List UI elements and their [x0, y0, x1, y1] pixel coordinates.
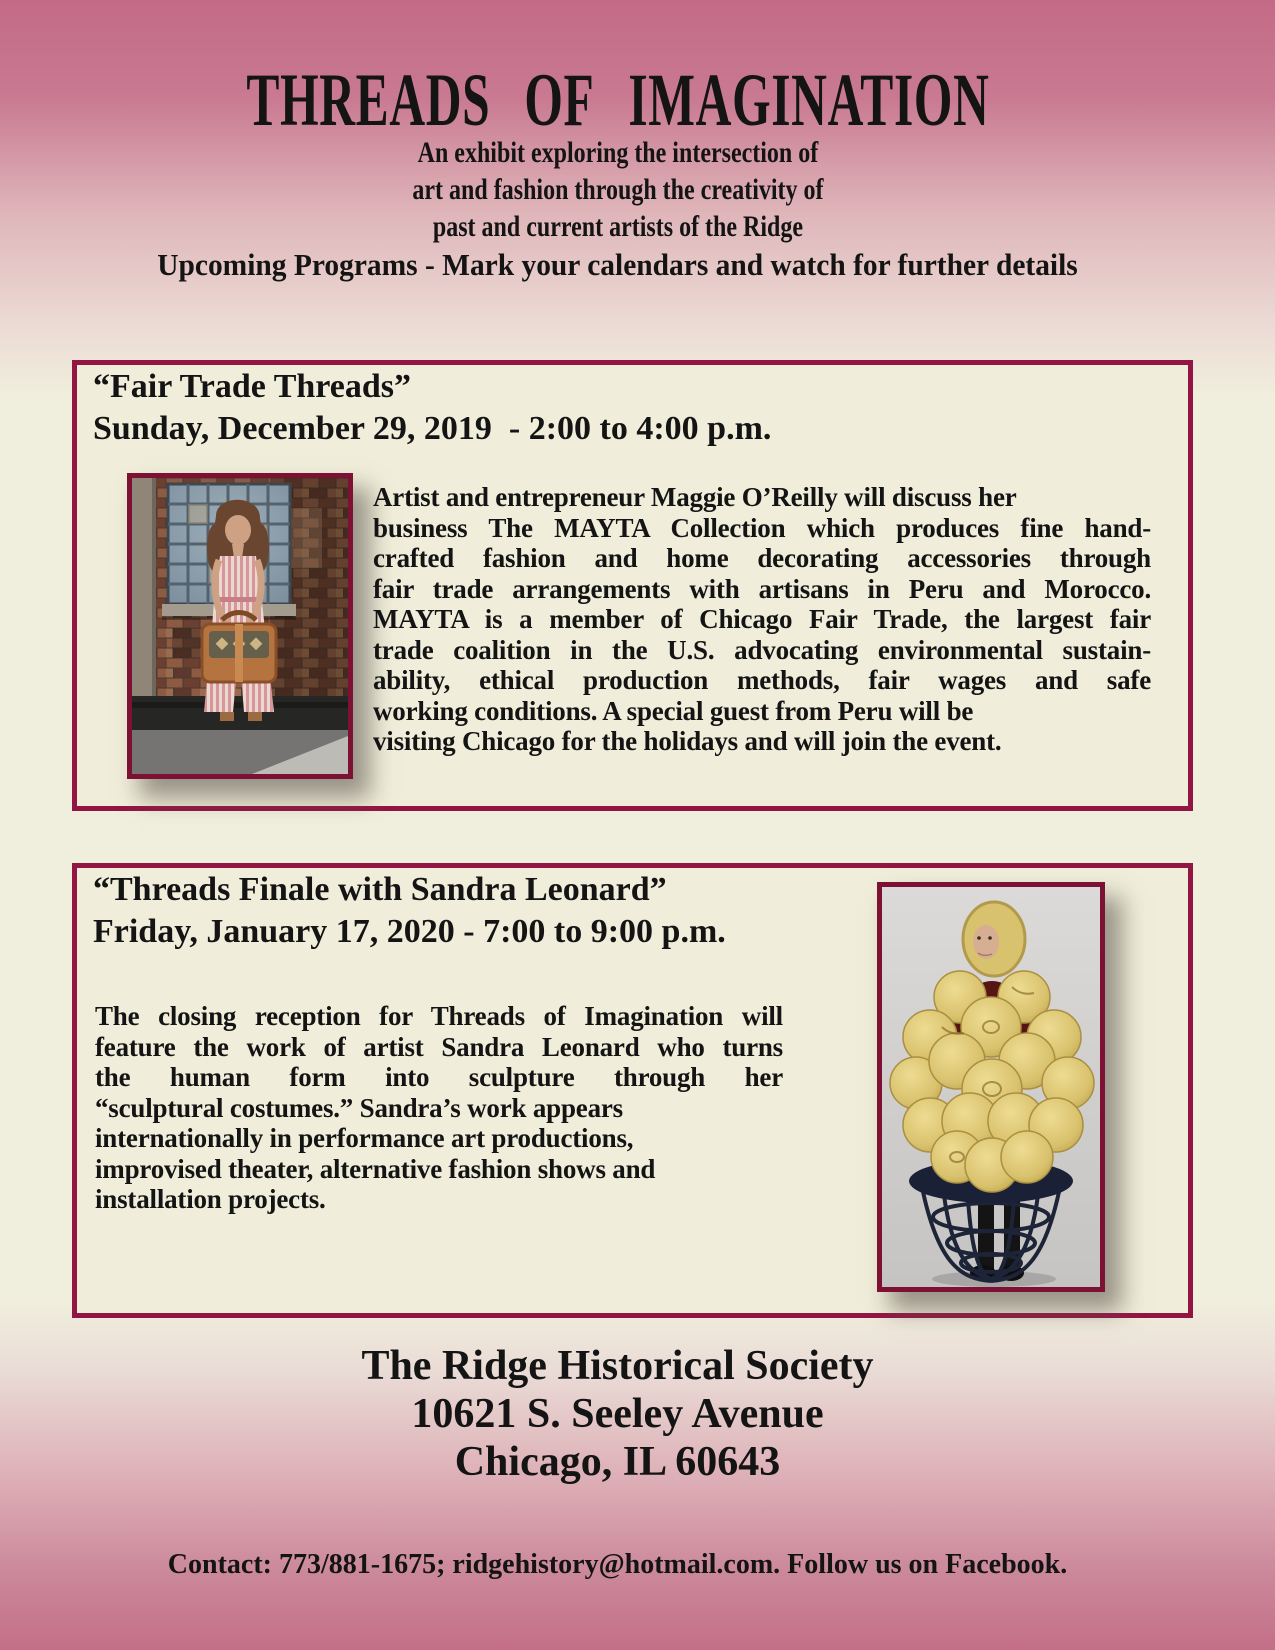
body-line: Artist and entrepreneur Maggie O’Reilly will discuss her [373, 482, 1017, 512]
page-title: THREADS OF IMAGINATION [245, 59, 990, 142]
body-line: the human form into sculpture through her [95, 1062, 783, 1092]
upcoming-programs-banner: Upcoming Programs - Mark your calendars and watch for further details [157, 247, 1078, 282]
event-description [95, 1001, 783, 1215]
body-line: fair trade arrangements with artisans in Peru and Morocco. [373, 573, 1151, 604]
subtitle-line: An exhibit exploring the intersection of [417, 136, 818, 169]
body-line: improvised theater, alternative fashion shows and [95, 1153, 656, 1184]
photo-maggie-oreilly-bag [127, 473, 353, 779]
footer-address-block [0, 1342, 1235, 1486]
body-line: business The MAYTA Collection which produces fine hand- [373, 512, 1151, 543]
event-title: “Threads Finale with Sandra Leonard” [93, 871, 667, 908]
handcrafted-bag [202, 613, 276, 683]
street-address: 10621 S. Seeley Avenue [411, 1391, 824, 1437]
contact-line: Contact: 773/881-1675; ridgehistory@hotmail.com. Follow us on Facebook. [167, 1549, 1068, 1580]
body-line: MAYTA is a member of Chicago Fair Trade, the largest fair [373, 604, 1151, 634]
body-line: installation projects. [95, 1184, 326, 1214]
body-line: The closing reception for Threads of Imagination will [95, 1001, 783, 1031]
body-line: working conditions. A special guest from Peru will be [373, 695, 974, 726]
event-heading [93, 869, 726, 953]
event-datetime: Sunday, December 29, 2019 - 2:00 to 4:00 p.m. [93, 410, 772, 447]
event-datetime: Friday, January 17, 2020 - 7:00 to 9:00 p.m. [93, 913, 726, 950]
event-card-threads-finale [72, 863, 1193, 1318]
body-line: crafted fashion and home decorating accessories through [373, 543, 1151, 573]
subtitle-line: past and current artists of the Ridge [432, 210, 803, 243]
exhibit-subtitle [0, 134, 1235, 245]
body-line: visiting Chicago for the holidays and will join the event. [373, 726, 1002, 756]
organization-name: The Ridge Historical Society [361, 1343, 874, 1389]
body-line: “sculptural costumes.” Sandra’s work appears [95, 1092, 623, 1123]
subtitle-line: art and fashion through the creativity of [411, 173, 824, 206]
city-state-zip: Chicago, IL 60643 [454, 1439, 781, 1485]
sculptural-costume-illustration [882, 887, 1100, 1287]
hood-and-face [963, 902, 1025, 976]
event-card-fair-trade-threads [72, 360, 1193, 811]
event-heading [93, 366, 771, 450]
event-description [373, 482, 1151, 757]
body-line: feature the work of artist Sandra Leonard who turns [95, 1031, 783, 1062]
brick-wall-portrait-illustration [132, 478, 348, 774]
photo-sandra-leonard-costume [877, 882, 1105, 1292]
event-title: “Fair Trade Threads” [93, 368, 412, 405]
body-line: internationally in performance art productions, [95, 1123, 634, 1153]
body-line: trade coalition in the U.S. advocating environmental sustain- [373, 634, 1151, 665]
body-line: ability, ethical production methods, fair wages and safe [373, 665, 1151, 695]
